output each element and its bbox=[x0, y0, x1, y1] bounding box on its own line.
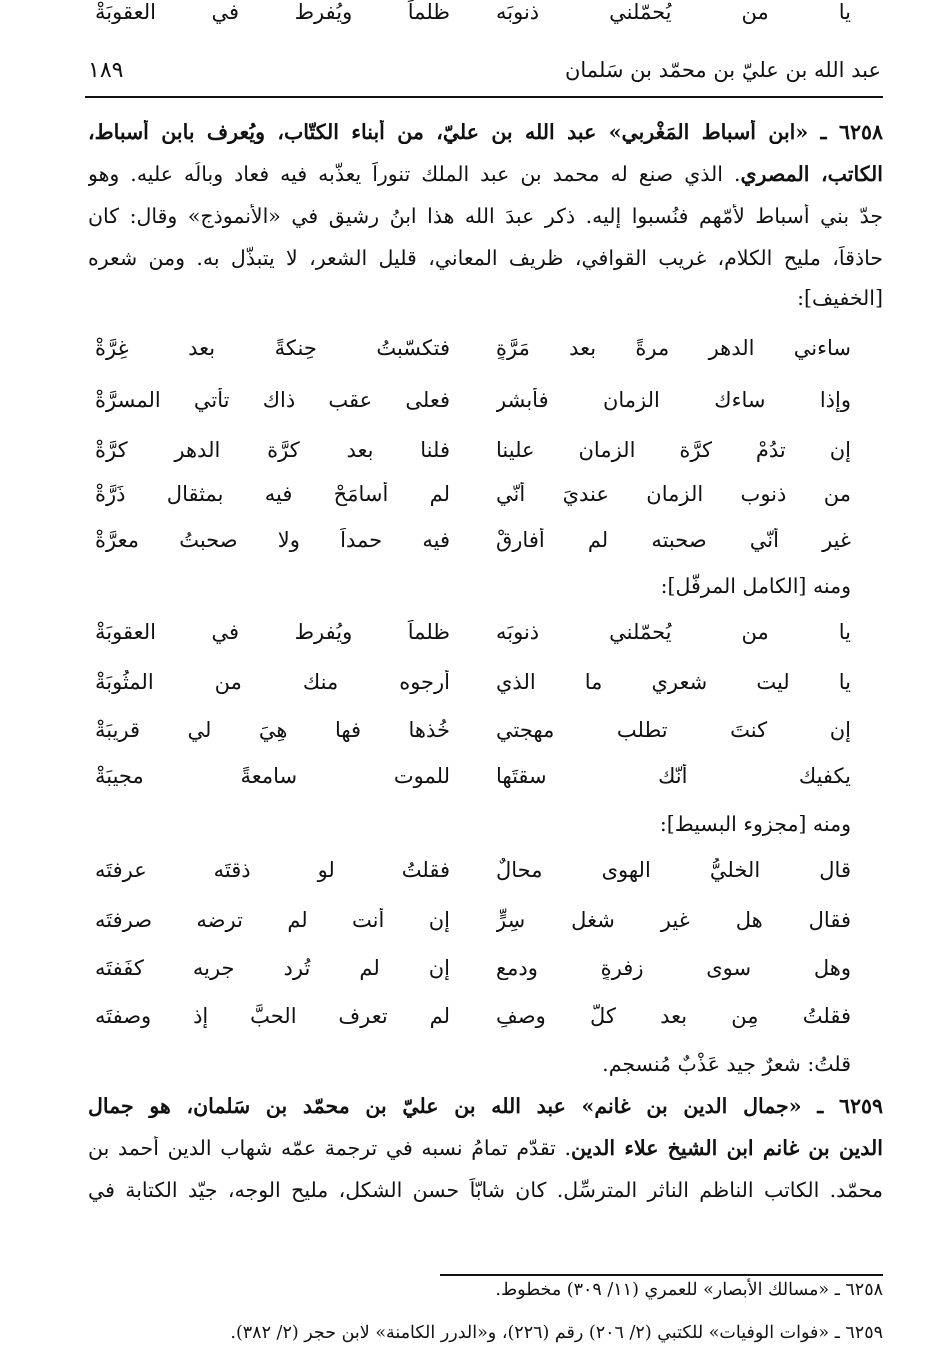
second-hemistich: إن أنت لم ترضه صرفتَه bbox=[95, 908, 450, 932]
second-hemistich: ظلماً ويُفرط في العقوبَةْ bbox=[95, 620, 450, 644]
first-hemistich: وإذا ساءك الزمان فأبشر bbox=[496, 388, 851, 412]
paragraph-line bbox=[88, 246, 883, 270]
footnote: ٦٢٥٨ ـ «مسالك الأبصار» للعمري (١١/ ٣٠٩) مخطوط. bbox=[495, 1280, 883, 1300]
verse bbox=[95, 620, 851, 660]
bold-heading: ٦٢٥٨ ـ «ابن أسباط المَغْربي» عبد الله بن عليّ، من أبناء الكتّاب، ويُعرف بابن أسباط، bbox=[88, 120, 883, 144]
second-hemistich: لم تعرف الحبَّ إذ وصفتَه bbox=[95, 1004, 450, 1028]
meter-label: ومنه [مجزوء البسيط]: bbox=[659, 812, 851, 836]
verse bbox=[95, 858, 851, 898]
second-hemistich: ظلماً ويُفرط في العقوبَةْ bbox=[95, 0, 450, 24]
header-rule bbox=[85, 96, 883, 98]
verse bbox=[95, 336, 851, 376]
first-hemistich: يا من يُحمّلني ذنوبَه bbox=[496, 0, 851, 24]
line-text: محمّد. الكاتب الناظم الناثر المترسِّل. كان شابّاً حسن الشكل، مليح الوجه، جيّد الكتابة في bbox=[88, 1178, 883, 1202]
verse bbox=[95, 764, 851, 804]
first-hemistich: يا من يُحمّلني ذنوبَه bbox=[496, 620, 851, 644]
second-hemistich: لم أُسامَحْ فيه بمثقال ذَرَّةْ bbox=[95, 482, 450, 506]
first-hemistich: إن تدُمْ كرَّة الزمان علينا bbox=[496, 438, 851, 462]
paragraph-line bbox=[88, 1136, 883, 1160]
line-text: [الخفيف]: bbox=[797, 286, 883, 310]
verse bbox=[95, 388, 851, 428]
verse bbox=[95, 718, 851, 758]
line-text: جدّ بني أسباط لأمّهم فنُسبوا إليه. ذكر عبدَ الله هذا ابنُ رشيق في «الأُنموذج» وقال: كان bbox=[88, 204, 883, 228]
first-hemistich: قال الخليُّ الهوى محالٌ bbox=[496, 858, 851, 882]
first-hemistich: وهل سوى زفرةٍ ودمعٍ bbox=[496, 956, 851, 980]
page-number: ١٨٩ bbox=[88, 58, 124, 83]
first-hemistich: ساءني الدهر مرةً بعد مَرَّةٍ bbox=[496, 336, 851, 360]
paragraph-line bbox=[88, 286, 883, 310]
verse bbox=[95, 1004, 851, 1044]
paragraph-line bbox=[88, 120, 883, 144]
first-hemistich: غير أنّي صحبته لم أفارقْ bbox=[496, 528, 851, 552]
first-hemistich: من ذنوب الزمان عنديَ أنّي bbox=[496, 482, 851, 506]
first-hemistich: فقلتُ مِن بعد كلّ وصفٍ bbox=[496, 1004, 851, 1028]
bold-heading: ٦٢٥٩ ـ «جمال الدين بن غانم» عبد الله بن عليّ بن محمّد بن سَلمان، هو جمال bbox=[88, 1094, 883, 1118]
verse bbox=[95, 670, 851, 710]
first-hemistich: يكفيك أنّك سقتَها bbox=[496, 764, 851, 788]
meter-label: ومنه [الكامل المرفّل]: bbox=[660, 574, 851, 598]
verse bbox=[95, 908, 851, 948]
footnote: ٦٢٥٩ ـ «فوات الوفيات» للكتبي (٢/ ٢٠٦) رقم (٢٢٦)، و«الدرر الكامنة» لابن حجر (٢/ ٣٨٢). bbox=[230, 1323, 883, 1343]
line-text: حاذقاً، مليح الكلام، غريب القوافي، ظريف المعاني، قليل الشعر، لا يتبذّل به. ومن شعره bbox=[88, 246, 883, 270]
second-hemistich: فعلى عقب ذاك تأتي المسرَّةْ bbox=[95, 388, 450, 412]
verse bbox=[95, 0, 851, 40]
paragraph-line bbox=[88, 204, 883, 228]
paragraph-line bbox=[88, 1094, 883, 1118]
line-text: . الذي صنع له محمد بن عبد الملك تنوراً يعذّبه فيه فعاد وبالُه عليه. وهو bbox=[88, 162, 741, 186]
verse bbox=[95, 956, 851, 996]
meter-label: قلتُ: شعرٌ جيد عَذْبٌ مُنسجم. bbox=[602, 1052, 851, 1076]
second-hemistich: خُذها فها هِيَ لي قريبَةْ bbox=[95, 718, 450, 742]
footnote-rule bbox=[440, 1274, 883, 1276]
verse bbox=[95, 528, 851, 568]
first-hemistich: إن كنتَ تطلب مهجتي bbox=[496, 718, 851, 742]
second-hemistich: أرجوه منك من المثُوبَةْ bbox=[95, 670, 450, 694]
running-title: عبد الله بن عليّ بن محمّد بن سَلمان bbox=[564, 58, 881, 82]
first-hemistich: يا ليت شعري ما الذي bbox=[496, 670, 851, 694]
second-hemistich: فقلتُ لو ذقتَه عرفتَه bbox=[95, 858, 450, 882]
paragraph-line bbox=[88, 1178, 883, 1202]
bold-heading: الكاتب، المصري bbox=[740, 162, 883, 186]
bold-heading: الدين بن غانم ابن الشيخ علاء الدين bbox=[571, 1136, 883, 1160]
verse bbox=[95, 482, 851, 522]
second-hemistich: للموت سامعةً مجيبَةْ bbox=[95, 764, 450, 788]
second-hemistich: إن لم تُرد جريه كفَفتَه bbox=[95, 956, 450, 980]
second-hemistich: فيه حمداً ولا صحبتُ معرَّةْ bbox=[95, 528, 450, 552]
paragraph-line bbox=[88, 162, 883, 186]
first-hemistich: فقال هل غير شغلِ سِرٍّ bbox=[496, 908, 851, 932]
line-text: . تقدّم تمامُ نسبه في ترجمة عمّه شهاب الدين أحمد بن bbox=[88, 1136, 572, 1160]
second-hemistich: فلنا بعد كرَّة الدهر كرَّةْ bbox=[95, 438, 450, 462]
second-hemistich: فتكسّبتُ حِنكةً بعد غِرَّةْ bbox=[95, 336, 450, 360]
verse bbox=[95, 438, 851, 478]
